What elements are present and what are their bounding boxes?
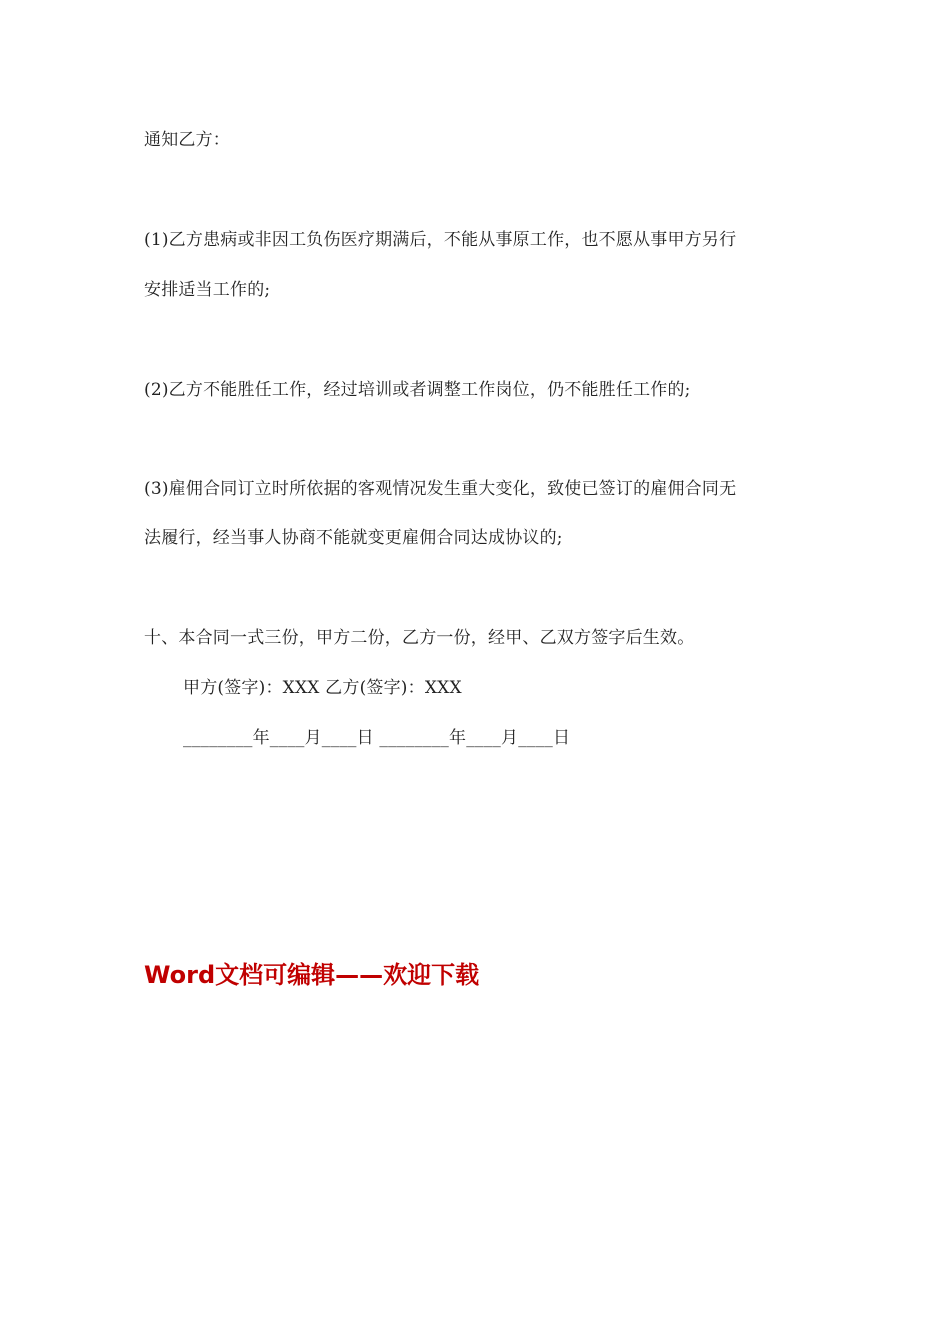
date-line: ________年____月____日 ________年____月____日 (183, 728, 571, 748)
clause-1-line-1: (1)乙方患病或非因工负伤医疗期满后，不能从事原工作，也不愿从事甲方另行 (144, 230, 737, 250)
signature-line: 甲方(签字)：XXX 乙方(签字)：XXX (183, 678, 462, 698)
download-note: Word文档可编辑——欢迎下载 (144, 961, 480, 989)
clause-3-line-1: (3)雇佣合同订立时所依据的客观情况发生重大变化，致使已签订的雇佣合同无 (144, 479, 737, 499)
clause-3-line-2: 法履行，经当事人协商不能就变更雇佣合同达成协议的; (144, 528, 563, 548)
clause-2-line-1: (2)乙方不能胜任工作，经过培训或者调整工作岗位，仍不能胜任工作的; (144, 380, 691, 400)
paragraph-intro: 通知乙方： (144, 130, 230, 150)
clause-1-line-2: 安排适当工作的; (144, 280, 271, 300)
clause-10: 十、本合同一式三份，甲方二份，乙方一份，经甲、乙双方签字后生效。 (144, 628, 695, 648)
